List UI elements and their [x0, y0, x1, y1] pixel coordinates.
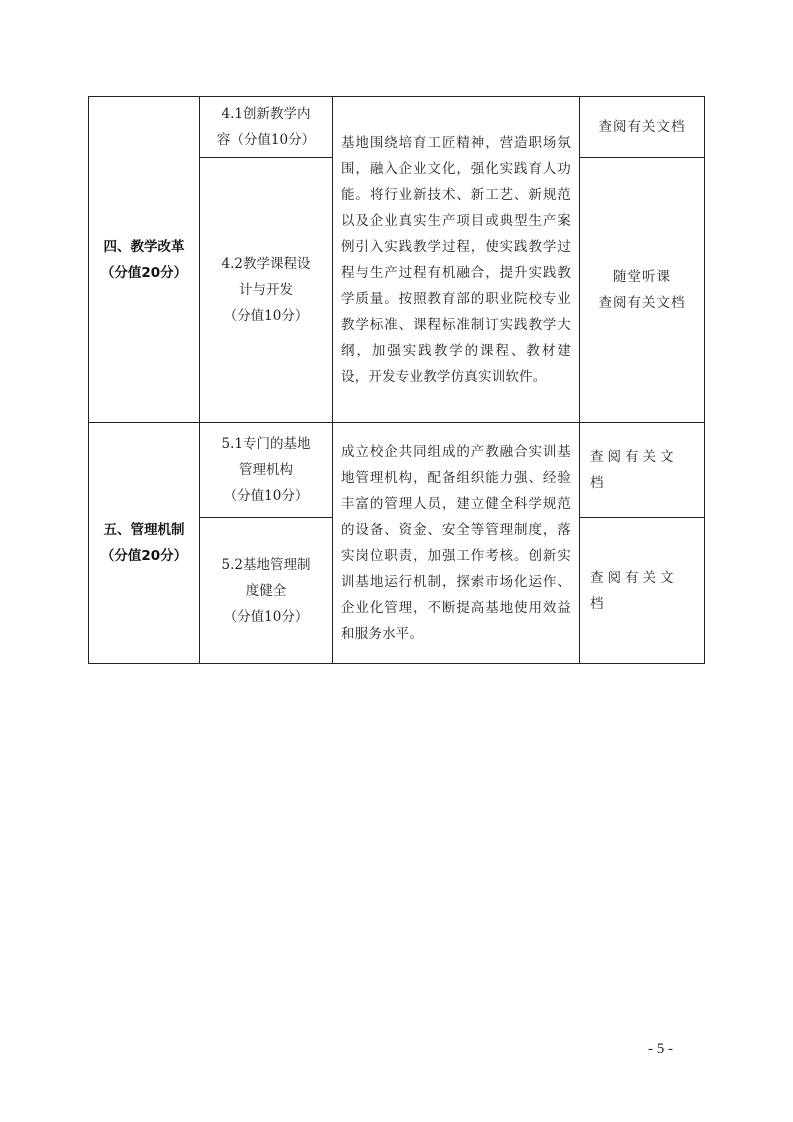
table-row: [89, 97, 705, 158]
method-line: 随堂听课: [613, 269, 671, 285]
method-cell: 查阅有关文档: [580, 423, 705, 518]
method-cell: 查阅有关文档: [580, 518, 705, 664]
method-line: 查阅有关文档: [598, 295, 686, 311]
subitem-line: （分值10分）: [223, 488, 309, 504]
category-title: 四、教学改革: [103, 238, 185, 255]
category-cell: [89, 423, 200, 664]
content-cell: 基地围绕培育工匠精神，营造职场氛围，融入企业文化，强化实践育人功能。将行业新技术、新工艺、新规范以及企业真实生产项目或典型生产案例引入实践教学过程，使实践教学过程与生产过程有机融合，提升实践教学质量。按照教育部的职业院校专业教学标准、课程标准制订实践教学大纲，加强实践教学的课程、教材建设，开发专业教学仿真实训软件。: [333, 97, 580, 423]
subitem-cell: [200, 158, 333, 423]
subitem-line: 管理机构: [239, 462, 293, 478]
page-number: - 5 -: [648, 1041, 673, 1057]
category-score: （分值20分）: [100, 548, 188, 564]
subitem-line: （分值10分）: [223, 608, 309, 625]
subitem-line: （分值10分）: [223, 308, 309, 324]
subitem-cell: [200, 423, 333, 518]
subitem-line: 度健全: [245, 582, 287, 599]
category-score: （分值20分）: [100, 264, 188, 281]
evaluation-table: [88, 96, 705, 664]
subitem-line: 5.1专门的基地: [221, 436, 311, 452]
category-title: 五、管理机制: [103, 522, 185, 538]
method-cell: 查阅有关文档: [580, 97, 705, 158]
category-cell: [89, 97, 200, 423]
subitem-line: 计与开发: [239, 282, 293, 298]
subitem-cell: [200, 97, 333, 158]
subitem-line: 容（分值10分）: [216, 132, 316, 148]
table-row: [89, 423, 705, 518]
subitem-cell: [200, 518, 333, 664]
subitem-line: 4.1创新教学内: [221, 106, 311, 122]
method-cell: [580, 158, 705, 423]
content-cell: 成立校企共同组成的产教融合实训基地管理机构，配备组织能力强、经验丰富的管理人员，建立健全科学规范的设备、资金、安全等管理制度，落实岗位职责，加强工作考核。创新实训基地运行机制，探索市场化运作、企业化管理，不断提高基地使用效益和服务水平。: [333, 423, 580, 664]
subitem-line: 4.2教学课程设: [221, 256, 311, 272]
subitem-line: 5.2基地管理制: [221, 556, 311, 573]
